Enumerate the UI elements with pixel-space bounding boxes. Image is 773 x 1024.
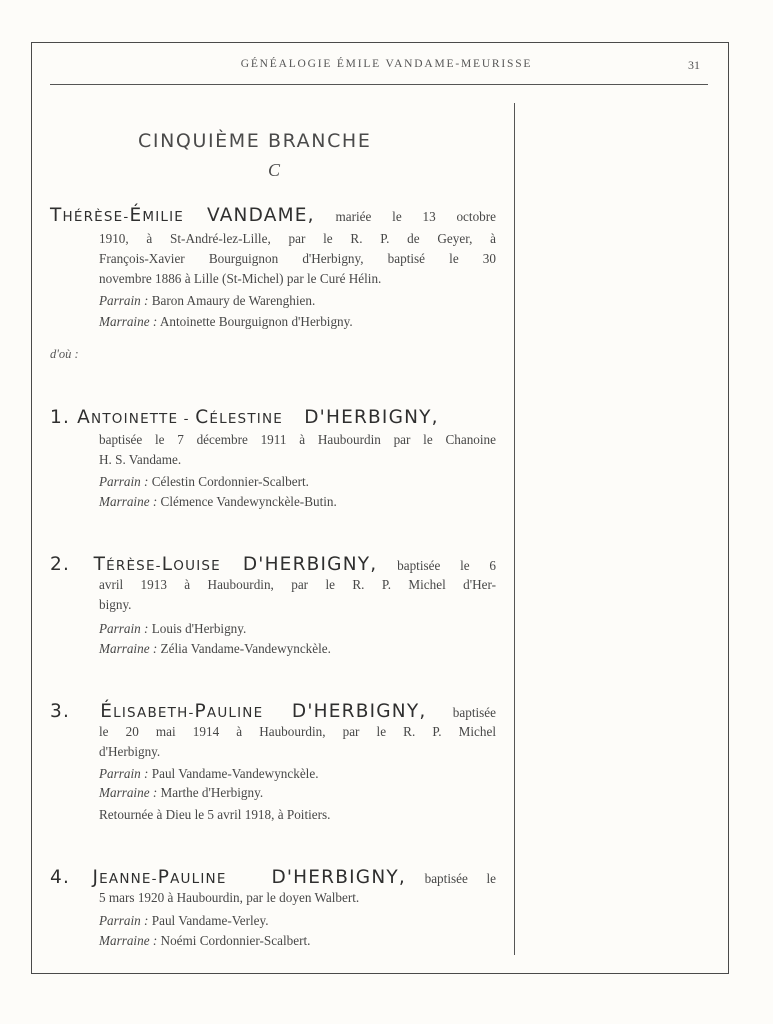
child-1-parrain: Parrain : Célestin Cordonnier-Scalbert. [99,474,309,489]
parent-marraine: Marraine : Antoinette Bourguignon d'Herbigny. [99,314,353,329]
page-number: 31 [688,58,700,72]
parent-line-3: François-Xavier Bourguignon d'Herbigny, baptisé le 30 [99,251,496,266]
child-3-name: 3. ÉLISABETH-PAULINE D'HERBIGNY, [50,701,427,722]
child-2-name: 2. TÉRÈSE-LOUISE D'HERBIGNY, [50,554,378,575]
parent-name-line: THÉRÈSE-ÉMILIE VANDAME, mariée le 13 octobre [50,205,497,226]
child-2-parrain: Parrain : Louis d'Herbigny. [99,621,247,636]
running-header: GÉNÉALOGIE ÉMILE VANDAME-MEURISSE [240,58,533,70]
parent-line-4: novembre 1886 à Lille (St-Michel) par le Curé Hélin. [99,271,382,286]
child-2-marraine: Marraine : Zélia Vandame-Vandewynckèle. [99,641,331,656]
child-3-parrain: Parrain : Paul Vandame-Vandewynckèle. [99,766,319,781]
column-rule [514,103,515,955]
child-1-name-line [50,404,496,433]
child-4-parrain: Parrain : Paul Vandame-Verley. [99,913,269,928]
branch-title: CINQUIÈME BRANCHE [138,130,372,152]
child-3-line-1: le 20 mai 1914 à Haubourdin, par le R. P. Michel [99,724,496,739]
header-rule [50,84,708,85]
child-1-marraine: Marraine : Clémence Vandewynckèle-Butin. [99,494,337,509]
child-2-line-1: avril 1913 à Haubourdin, par le R. P. Michel d'Her- [99,577,496,592]
child-2-line-2: bigny. [99,597,132,612]
child-4-marraine: Marraine : Noémi Cordonnier-Scalbert. [99,933,311,948]
child-1-line-1: baptisée le 7 décembre 1911 à Haubourdin par le Chanoine [99,432,496,447]
child-4-name-line: 4. JEANNE-PAULINE D'HERBIGNY, baptisée le [50,867,496,888]
child-1-name: 1. ANTOINETTE - CÉLESTINE D'HERBIGNY, [50,407,439,428]
parent-parrain: Parrain : Baron Amaury de Warenghien. [99,293,316,308]
child-4-line-1: 5 mars 1920 à Haubourdin, par le doyen Walbert. [99,890,360,905]
child-4-name: 4. JEANNE-PAULINE D'HERBIGNY, [50,867,406,888]
child-3-marraine: Marraine : Marthe d'Herbigny. [99,785,264,800]
parent-name: THÉRÈSE-ÉMILIE VANDAME, [50,205,315,226]
child-2-name-line: 2. TÉRÈSE-LOUISE D'HERBIGNY, baptisée le 6 [50,554,496,575]
child-3-death-note: Retournée à Dieu le 5 avril 1918, à Poitiers. [99,807,331,822]
parent-line-2: 1910, à St-André-lez-Lille, par le R. P. de Geyer, à [99,231,496,246]
branch-letter: C [268,160,281,180]
child-1-line-2: H. S. Vandame. [99,452,182,467]
child-3-line-2: d'Herbigny. [99,744,161,759]
dou-label: d'où : [50,347,79,361]
child-3-name-line: 3. ÉLISABETH-PAULINE D'HERBIGNY, baptisée [50,701,496,722]
